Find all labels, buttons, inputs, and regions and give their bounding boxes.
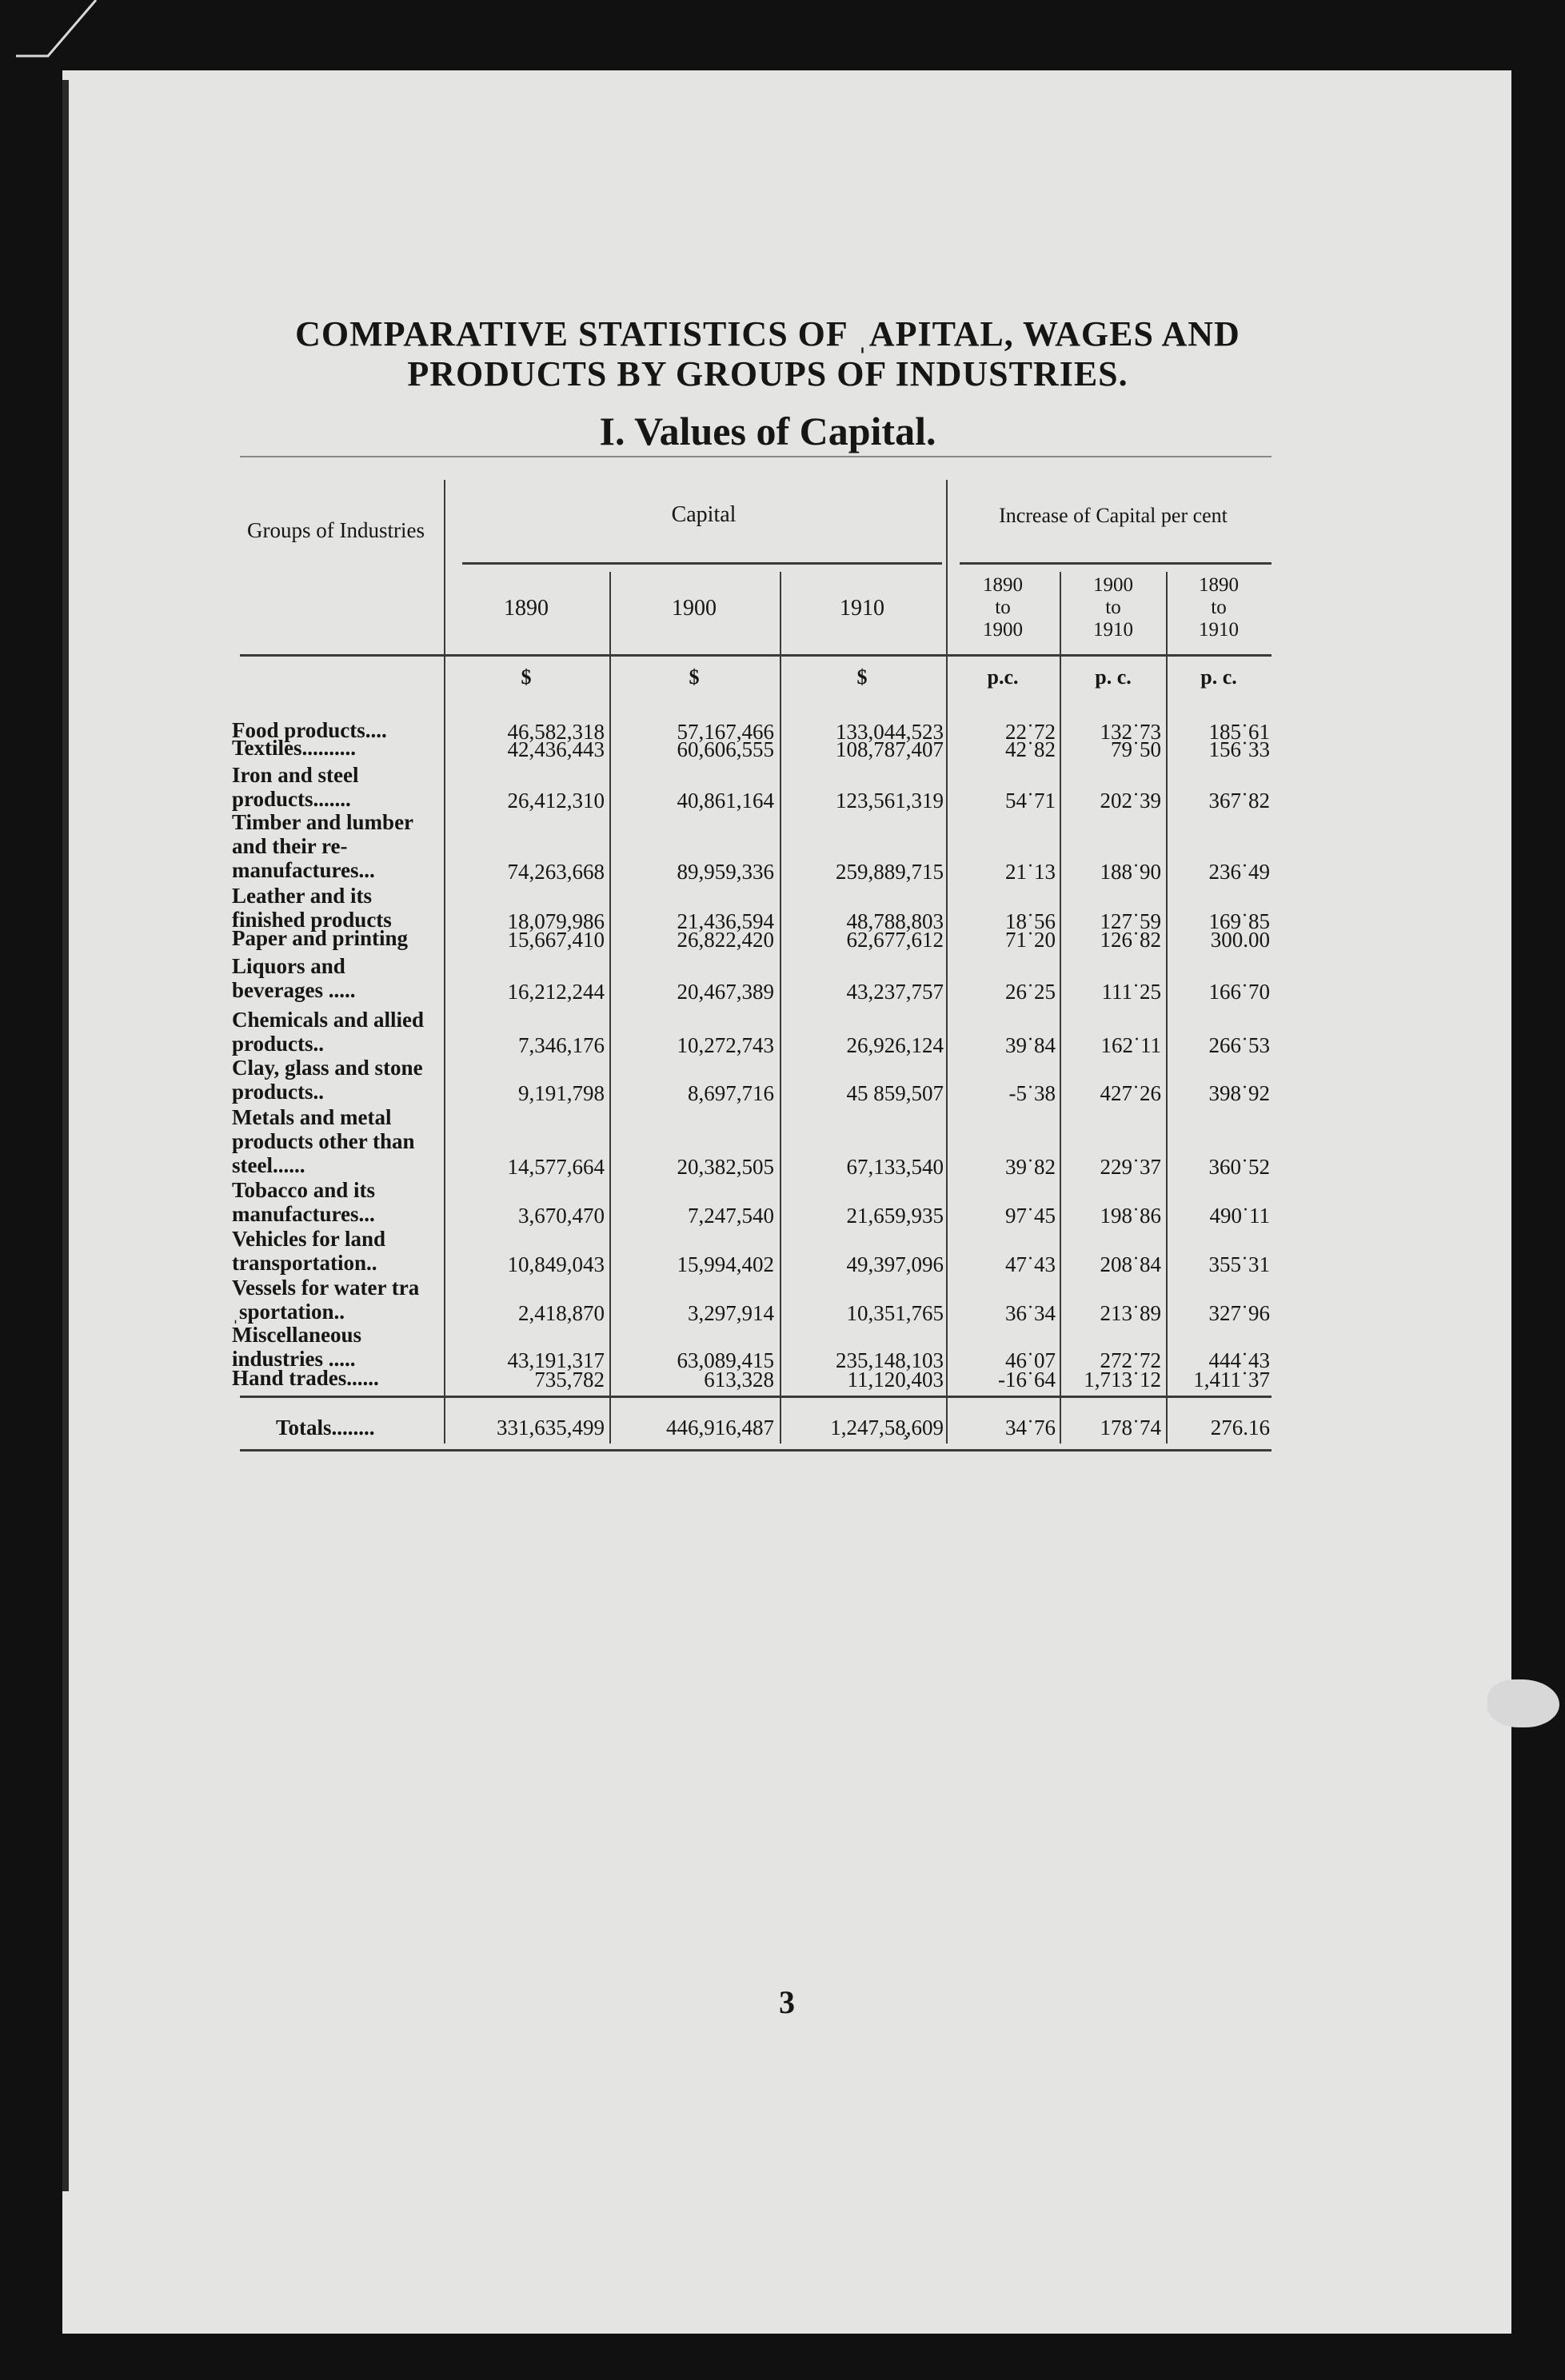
row-value: 198˙86 — [1100, 1204, 1161, 1228]
row-label: Timber and lumber and their re-manufactures... — [232, 810, 413, 882]
row-value: 26,926,124 — [846, 1033, 944, 1057]
row-value: 162˙11 — [1100, 1033, 1161, 1057]
year-header-1900: 1900 — [672, 596, 717, 621]
row-label: Liquors and beverages ..... — [232, 954, 356, 1002]
row-label: Paper and printing — [232, 926, 409, 950]
row-value: 235,148,103 — [836, 1348, 944, 1372]
row-value: 20,467,389 — [677, 980, 774, 1004]
unit-label-2: $ — [689, 665, 700, 689]
row-value: 63,089,415 — [677, 1348, 774, 1372]
unit-label-5: p. c. — [1095, 665, 1132, 689]
row-value: 46,582,318 — [507, 720, 605, 744]
row-value: 166˙70 — [1208, 980, 1270, 1004]
row-label: Chemicals and allied products.. — [232, 1008, 425, 1056]
row-value: 60,606,555 — [677, 737, 774, 761]
period-header-1: 1890 to 1900 — [983, 574, 1023, 641]
column-divider-4 — [946, 480, 948, 1444]
row-value: -5˙38 — [1008, 1081, 1056, 1105]
header-bottom-rule — [240, 654, 1272, 657]
row-value: 62,677,612 — [846, 928, 944, 952]
row-value: 213˙89 — [1100, 1301, 1161, 1325]
row-value: 18,079,986 — [507, 909, 605, 933]
document-title-line1: COMPARATIVE STATISTICS OF ˌAPITAL, WAGES AND — [295, 314, 1240, 353]
unit-label-1: $ — [521, 665, 532, 689]
year-header-1890: 1890 — [504, 596, 549, 621]
row-value: 26˙25 — [1005, 980, 1056, 1004]
row-value: 97˙45 — [1005, 1204, 1056, 1228]
row-value: 126˙82 — [1100, 928, 1161, 952]
totals-value: 276.16 — [1210, 1416, 1270, 1440]
row-value: 3,297,914 — [688, 1301, 774, 1325]
row-value: 360˙52 — [1208, 1155, 1270, 1179]
row-value: 22˙72 — [1005, 720, 1056, 744]
row-value: 36˙34 — [1005, 1301, 1056, 1325]
row-value: 10,849,043 — [507, 1252, 605, 1276]
capital-header: Capital — [671, 502, 737, 527]
row-value: 15,667,410 — [507, 928, 605, 952]
row-value: 74,263,668 — [507, 860, 605, 884]
row-value: 2,418,870 — [518, 1301, 605, 1325]
row-value: 16,212,244 — [507, 980, 605, 1004]
row-value: 188˙90 — [1100, 860, 1161, 884]
row-value: 7,346,176 — [518, 1033, 605, 1057]
row-value: 42,436,443 — [507, 737, 605, 761]
row-value: 14,577,664 — [507, 1155, 605, 1179]
row-value: 427˙26 — [1100, 1081, 1161, 1105]
row-label: Miscellaneous industries ..... — [232, 1323, 361, 1371]
row-value: 39˙84 — [1005, 1033, 1056, 1057]
row-value: 132˙73 — [1100, 720, 1161, 744]
row-value: 20,382,505 — [677, 1155, 774, 1179]
row-value: 42˙82 — [1005, 737, 1056, 761]
totals-label: Totals........ — [276, 1416, 375, 1440]
row-value: 266˙53 — [1208, 1033, 1270, 1057]
unit-label-6: p. c. — [1200, 665, 1237, 689]
row-value: 89,959,336 — [677, 860, 774, 884]
row-value: 156˙33 — [1208, 737, 1270, 761]
row-value: 43,237,757 — [846, 980, 944, 1004]
row-value: 7,247,540 — [688, 1204, 774, 1228]
row-label: Clay, glass and stone products.. — [232, 1056, 423, 1104]
row-value: 613,328 — [704, 1368, 774, 1392]
period-header-3: 1890 to 1910 — [1199, 574, 1239, 641]
row-value: 259,889,715 — [836, 860, 944, 884]
unit-label-4: p.c. — [987, 665, 1019, 689]
row-value: 48,788,803 — [846, 909, 944, 933]
row-value: 444˙43 — [1208, 1348, 1270, 1372]
corner-mark — [0, 0, 104, 64]
row-value: 43,191,317 — [507, 1348, 605, 1372]
row-value: 327˙96 — [1208, 1301, 1270, 1325]
row-value: 21˙13 — [1005, 860, 1056, 884]
row-value: 79˙50 — [1111, 737, 1161, 761]
row-value: 111˙25 — [1101, 980, 1161, 1004]
row-value: 300.00 — [1210, 928, 1270, 952]
row-value: 367˙82 — [1208, 789, 1270, 813]
row-label: Vessels for water traˌsportation.. — [232, 1276, 420, 1324]
capital-underline — [462, 562, 942, 565]
totals-value: 178˙74 — [1100, 1416, 1161, 1440]
row-label: Tobacco and its manufactures... — [232, 1178, 376, 1226]
column-divider-3 — [780, 572, 781, 1444]
row-value: 398˙92 — [1208, 1081, 1270, 1105]
row-label: Food products.... — [232, 718, 387, 742]
document-title-line2: PRODUCTS BY GROUPS OF INDUSTRIES. — [407, 354, 1128, 393]
row-value: 127˙59 — [1100, 909, 1161, 933]
row-value: 3,670,470 — [518, 1204, 605, 1228]
row-value: 54˙71 — [1005, 789, 1056, 813]
row-value: 1,713˙12 — [1084, 1368, 1161, 1392]
row-value: 18˙56 — [1005, 909, 1056, 933]
row-label: Metals and metal products other than steel...... — [232, 1105, 415, 1177]
unit-label-3: $ — [856, 665, 868, 689]
row-value: 11,120,403 — [847, 1368, 944, 1392]
section-title: I. Values of Capital. — [599, 409, 936, 453]
totals-bottom-rule — [240, 1449, 1272, 1452]
row-value: 272˙72 — [1100, 1348, 1161, 1372]
row-value: 236˙49 — [1208, 860, 1270, 884]
binding-edge — [62, 80, 69, 2191]
row-value: 208˙84 — [1100, 1252, 1161, 1276]
row-value: 39˙82 — [1005, 1155, 1056, 1179]
row-label: Vehicles for land transportation.. — [232, 1227, 386, 1275]
row-value: 10,351,765 — [846, 1301, 944, 1325]
row-value: 21,659,935 — [846, 1204, 944, 1228]
row-value: 15,994,402 — [677, 1252, 774, 1276]
totals-value: 331,635,499 — [497, 1416, 605, 1440]
row-value: 202˙39 — [1100, 789, 1161, 813]
paper-blemish — [1487, 1679, 1559, 1727]
row-value: 1,411˙37 — [1193, 1368, 1270, 1392]
row-label: Hand trades...... — [232, 1366, 379, 1390]
top-rule — [240, 456, 1272, 457]
row-value: 9,191,798 — [518, 1081, 605, 1105]
row-value: 21,436,594 — [677, 909, 774, 933]
row-value: 47˙43 — [1005, 1252, 1056, 1276]
groups-of-industries-header: Groups of Industries — [247, 518, 425, 542]
row-value: 57,167,466 — [677, 720, 774, 744]
row-value: 26,412,310 — [507, 789, 605, 813]
totals-value: 446,916,487 — [666, 1416, 774, 1440]
row-value: 46˙07 — [1005, 1348, 1056, 1372]
row-value: 49,397,096 — [846, 1252, 944, 1276]
year-header-1910: 1910 — [840, 596, 884, 621]
row-value: 40,861,164 — [677, 789, 774, 813]
totals-value: 1,247,58̧,609 — [830, 1416, 944, 1440]
increase-header: Increase of Capital per cent — [999, 504, 1228, 527]
row-value: 123,561,319 — [836, 789, 944, 813]
row-value: 133,044,523 — [836, 720, 944, 744]
row-value: 735,782 — [534, 1368, 605, 1392]
row-value: 71˙20 — [1005, 928, 1056, 952]
row-value: 108,787,407 — [836, 737, 944, 761]
increase-underline — [960, 562, 1272, 565]
totals-top-rule — [240, 1396, 1272, 1398]
period-header-2: 1900 to 1910 — [1093, 574, 1133, 641]
totals-value: 34˙76 — [1005, 1416, 1056, 1440]
column-divider-1 — [444, 480, 445, 1444]
row-value: 45 859,507 — [846, 1081, 944, 1105]
row-value: 185˙61 — [1208, 720, 1270, 744]
row-value: 26,822,420 — [677, 928, 774, 952]
page-number: 3 — [779, 1984, 795, 2020]
row-label: Textiles.......... — [232, 736, 356, 760]
column-divider-2 — [609, 572, 611, 1444]
row-value: 8,697,716 — [688, 1081, 774, 1105]
row-value: 10,272,743 — [677, 1033, 774, 1057]
row-value: -16˙64 — [998, 1368, 1056, 1392]
row-value: 490˙11 — [1209, 1204, 1270, 1228]
row-label: Leather and its finished products — [232, 884, 392, 932]
row-value: 67,133,540 — [846, 1155, 944, 1179]
row-value: 355˙31 — [1208, 1252, 1270, 1276]
row-value: 229˙37 — [1100, 1155, 1161, 1179]
row-label: Iron and steel products....... — [232, 763, 359, 811]
row-value: 169˙85 — [1208, 909, 1270, 933]
